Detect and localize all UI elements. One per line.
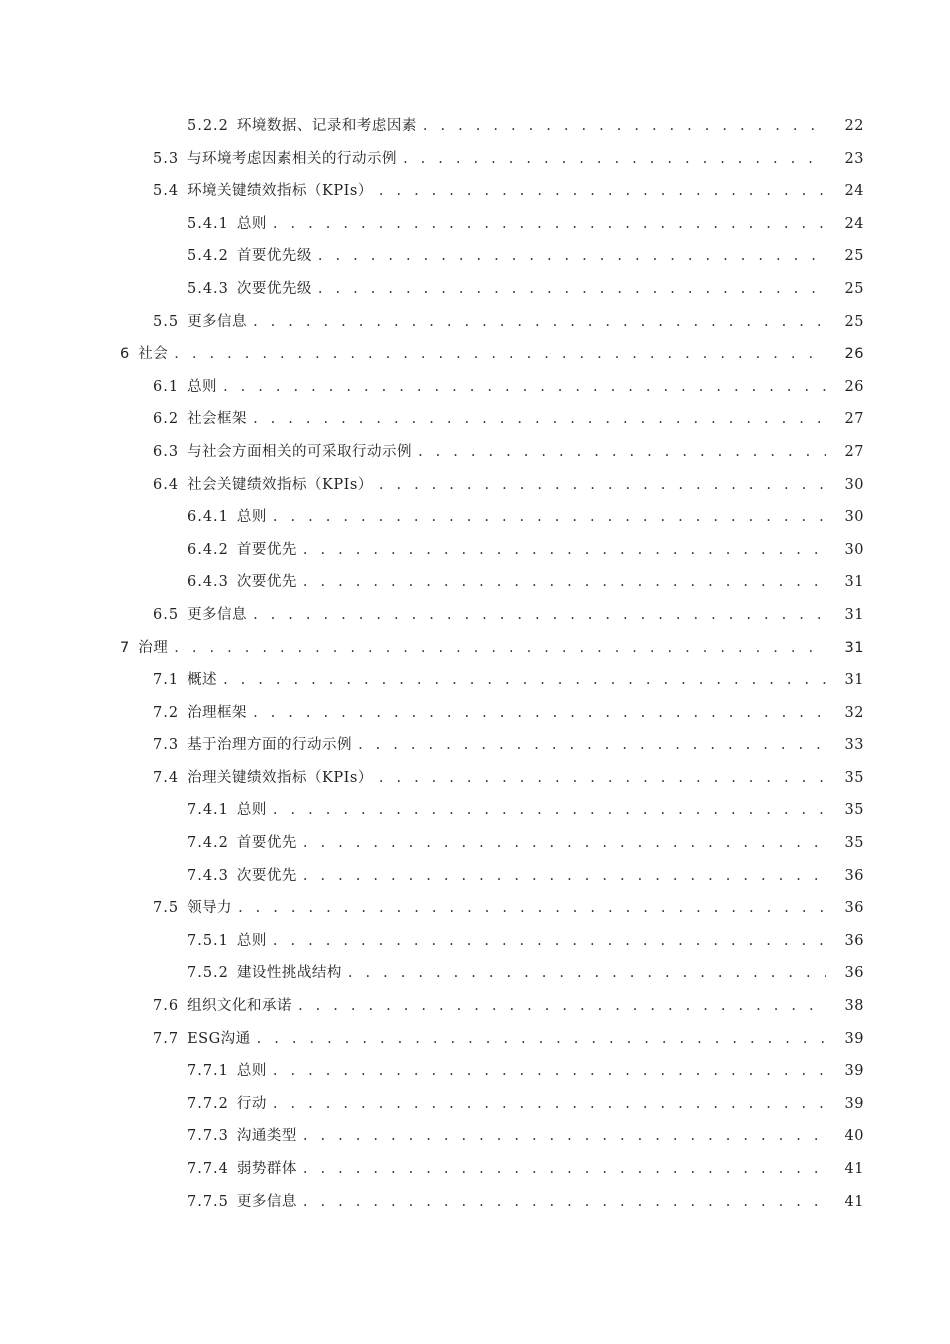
toc-entry-title: 社会: [138, 346, 169, 363]
toc-page-number: 41: [844, 1161, 864, 1177]
toc-entry[interactable]: [0, 1023, 950, 1056]
toc-dot-leader: [238, 892, 826, 925]
toc-entry[interactable]: [0, 1153, 950, 1186]
toc-entry-number: 7.7: [153, 1030, 180, 1047]
toc-entry-title: 更多信息: [236, 1193, 297, 1210]
toc-entry-number: 6.2: [153, 411, 180, 428]
toc-dot-leader: [318, 240, 826, 273]
toc-dot-leader: [379, 175, 826, 208]
toc-entry-number: 7.7.4: [187, 1161, 229, 1177]
toc-page-number: 38: [844, 998, 864, 1015]
toc-dot-leader: [273, 1055, 826, 1088]
toc-dot-leader: [298, 990, 826, 1023]
toc-entry[interactable]: [0, 990, 950, 1023]
toc-entry[interactable]: [0, 1186, 950, 1219]
toc-entry[interactable]: [0, 925, 950, 958]
toc-entry[interactable]: [0, 501, 950, 534]
toc-entry-number: 6.1: [153, 378, 180, 395]
toc-entry-number: 5.4.2: [187, 248, 229, 265]
toc-entry[interactable]: [0, 1055, 950, 1088]
toc-entry-number: 5.4.3: [187, 280, 229, 297]
toc-dot-leader: [273, 1088, 826, 1121]
toc-entry[interactable]: [0, 338, 950, 371]
toc-dot-leader: [174, 632, 826, 665]
toc-page-number: 30: [844, 541, 864, 558]
toc-entry-number: 7.7.3: [187, 1128, 229, 1145]
toc-entry-number: 6.3: [153, 443, 180, 460]
toc-dot-leader: [223, 371, 826, 404]
toc-dot-leader: [303, 1186, 826, 1219]
toc-entry-number: 6.4.2: [187, 541, 229, 558]
toc-page-number: 24: [844, 183, 864, 200]
toc-entry-title: 次要优先: [236, 574, 297, 591]
toc-entry[interactable]: [0, 794, 950, 827]
toc-entry-title: 次要优先级: [236, 280, 312, 297]
toc-page-number: 26: [844, 346, 864, 363]
toc-entry-title: 社会框架: [187, 411, 248, 428]
toc-entry-number: 7.7.2: [187, 1095, 229, 1112]
toc-entry-title: 沟通类型: [236, 1128, 297, 1145]
toc-entry[interactable]: [0, 240, 950, 273]
toc-entry-number: 5.2.2: [187, 118, 229, 134]
toc-entry-title: 总则: [236, 509, 267, 526]
toc-entry-title: 治理: [138, 639, 169, 656]
toc-dot-leader: [223, 664, 826, 697]
toc-entry-title: 首要优先: [236, 541, 297, 558]
toc-page-number: 39: [844, 1063, 864, 1080]
toc-entry-number: 6.4.3: [187, 574, 229, 591]
toc-page-number: 32: [844, 704, 864, 721]
toc-dot-leader: [303, 1120, 826, 1153]
toc-entry-number: 7.6: [153, 998, 180, 1015]
toc-entry-title: 首要优先: [236, 835, 297, 852]
toc-entry-number: 7.5: [153, 900, 180, 917]
toc-entry-title: 领导力: [187, 900, 233, 917]
toc-entry-title: 总则: [187, 378, 218, 395]
toc-entry-number: 7.2: [153, 704, 180, 721]
toc-entry-number: 7.4.3: [187, 867, 229, 884]
toc-entry-title: 治理框架: [187, 704, 248, 721]
toc-entry-title: 总则: [236, 215, 267, 232]
toc-dot-leader: [303, 1153, 826, 1186]
toc-entry[interactable]: [0, 1120, 950, 1153]
toc-entry[interactable]: [0, 697, 950, 730]
toc-entry-number: 7: [120, 639, 131, 656]
toc-dot-leader: [348, 957, 826, 990]
toc-entry-title: 更多信息: [187, 606, 248, 623]
toc-entry[interactable]: [0, 273, 950, 306]
toc-entry-title: 总则: [236, 802, 267, 819]
toc-entry-number: 5.3: [153, 150, 180, 167]
toc-page-number: 30: [844, 476, 864, 493]
toc-dot-leader: [379, 469, 826, 502]
toc-entry-title: 行动: [236, 1095, 267, 1112]
toc-entry-title: 首要优先级: [236, 248, 312, 265]
toc-entry[interactable]: [0, 957, 950, 990]
toc-entry-number: 7.7.5: [187, 1193, 229, 1210]
toc-entry-number: 7.7.1: [187, 1063, 229, 1080]
toc-page-number: 31: [844, 639, 864, 656]
toc-entry-title: 更多信息: [187, 313, 248, 330]
toc-entry-number: 7.4: [153, 769, 180, 786]
toc-page-number: 36: [844, 867, 864, 884]
toc-entry[interactable]: [0, 469, 950, 502]
toc-entry-number: 7.1: [153, 672, 180, 689]
toc-page-number: 31: [844, 574, 864, 591]
toc-entry-title: 社会关键绩效指标（KPIs）: [187, 476, 373, 493]
toc-entry-number: 6.4.1: [187, 509, 229, 526]
toc-page-number: 25: [844, 280, 864, 297]
toc-page-number: 26: [844, 378, 864, 395]
toc-page-number: 40: [844, 1128, 864, 1145]
toc-page-number: 36: [844, 900, 864, 917]
toc-page-number: 23: [844, 150, 864, 167]
toc-entry[interactable]: [0, 762, 950, 795]
toc-entry-title: 总则: [236, 1063, 267, 1080]
toc-page-number: 25: [844, 248, 864, 265]
toc-entry[interactable]: [0, 403, 950, 436]
toc-dot-leader: [303, 860, 826, 893]
toc-dot-leader: [379, 762, 826, 795]
toc-dot-leader: [303, 566, 826, 599]
toc-page-number: 27: [844, 411, 864, 428]
toc-entry-number: 7.3: [153, 737, 180, 754]
toc-entry-number: 5.5: [153, 313, 180, 330]
toc-entry-number: 7.4.2: [187, 835, 229, 852]
toc-entry-title: 与环境考虑因素相关的行动示例: [187, 150, 398, 167]
toc-page-number: 41: [844, 1193, 864, 1210]
toc-entry-number: 5.4: [153, 183, 180, 200]
toc-entry-number: 7.5.1: [187, 932, 229, 949]
toc-dot-leader: [418, 436, 826, 469]
toc-page-number: 31: [844, 606, 864, 623]
toc-entry[interactable]: [0, 566, 950, 599]
toc-entry-title: 治理关键绩效指标（KPIs）: [187, 769, 373, 786]
toc-entry-number: 6.4: [153, 476, 180, 493]
toc-dot-leader: [403, 143, 826, 176]
toc-entry-title: 环境关键绩效指标（KPIs）: [187, 183, 373, 200]
toc-entry-title: 弱势群体: [236, 1161, 297, 1177]
toc-entry[interactable]: [0, 632, 950, 665]
toc-entry-title: 基于治理方面的行动示例: [187, 737, 353, 754]
toc-entry[interactable]: [0, 436, 950, 469]
toc-entry-title: 总则: [236, 932, 267, 949]
toc-entry[interactable]: [0, 306, 950, 339]
toc-page-number: 24: [844, 215, 864, 232]
toc-entry-title: 与社会方面相关的可采取行动示例: [187, 443, 413, 460]
toc-page-number: 27: [844, 443, 864, 460]
toc-dot-leader: [273, 501, 826, 534]
toc-dot-leader: [358, 729, 826, 762]
toc-page-number: 36: [844, 932, 864, 949]
toc-page-number: 22: [844, 118, 864, 134]
toc-entry[interactable]: [0, 208, 950, 241]
toc-entry[interactable]: [0, 860, 950, 893]
toc-entry-number: 5.4.1: [187, 215, 229, 232]
toc-dot-leader: [273, 794, 826, 827]
toc-page-number: 36: [844, 965, 864, 982]
toc-entry[interactable]: [0, 1088, 950, 1121]
toc-entry-number: 7.4.1: [187, 802, 229, 819]
toc-dot-leader: [318, 273, 826, 306]
toc-page-number: 39: [844, 1095, 864, 1112]
toc-entry-title: 组织文化和承诺: [187, 998, 293, 1015]
toc-dot-leader: [273, 925, 826, 958]
toc-dot-leader: [253, 599, 826, 632]
toc-entry[interactable]: [0, 371, 950, 404]
toc-page-number: 35: [844, 769, 864, 786]
toc-page-number: 25: [844, 313, 864, 330]
toc-entry-number: 6: [120, 346, 131, 363]
toc-dot-leader: [273, 208, 826, 241]
toc-dot-leader: [423, 110, 826, 143]
toc-entry-title: 次要优先: [236, 867, 297, 884]
toc-entry[interactable]: [0, 729, 950, 762]
toc-page-number: 31: [844, 672, 864, 689]
toc-entry[interactable]: [0, 827, 950, 860]
toc-dot-leader: [257, 1023, 826, 1056]
toc-entry[interactable]: [0, 534, 950, 567]
table-of-contents: [0, 110, 950, 1218]
toc-dot-leader: [253, 697, 826, 730]
toc-entry-title: ESG沟通: [187, 1030, 251, 1047]
toc-entry-number: 7.5.2: [187, 965, 229, 982]
toc-entry[interactable]: [0, 143, 950, 176]
toc-dot-leader: [303, 534, 826, 567]
toc-entry[interactable]: [0, 599, 950, 632]
toc-page-number: 35: [844, 835, 864, 852]
toc-page-number: 39: [844, 1030, 864, 1047]
toc-dot-leader: [174, 338, 826, 371]
toc-page-number: 30: [844, 509, 864, 526]
toc-dot-leader: [253, 306, 826, 339]
toc-entry-number: 6.5: [153, 606, 180, 623]
toc-entry[interactable]: [0, 175, 950, 208]
toc-entry[interactable]: [0, 664, 950, 697]
toc-page-number: 35: [844, 802, 864, 819]
toc-entry-title: 环境数据、记录和考虑因素: [236, 118, 417, 134]
toc-entry[interactable]: [0, 110, 950, 143]
toc-page-number: 33: [844, 737, 864, 754]
toc-entry-title: 建设性挑战结构: [236, 965, 342, 982]
toc-entry-title: 概述: [187, 672, 218, 689]
toc-dot-leader: [303, 827, 826, 860]
toc-dot-leader: [253, 403, 826, 436]
toc-entry[interactable]: [0, 892, 950, 925]
